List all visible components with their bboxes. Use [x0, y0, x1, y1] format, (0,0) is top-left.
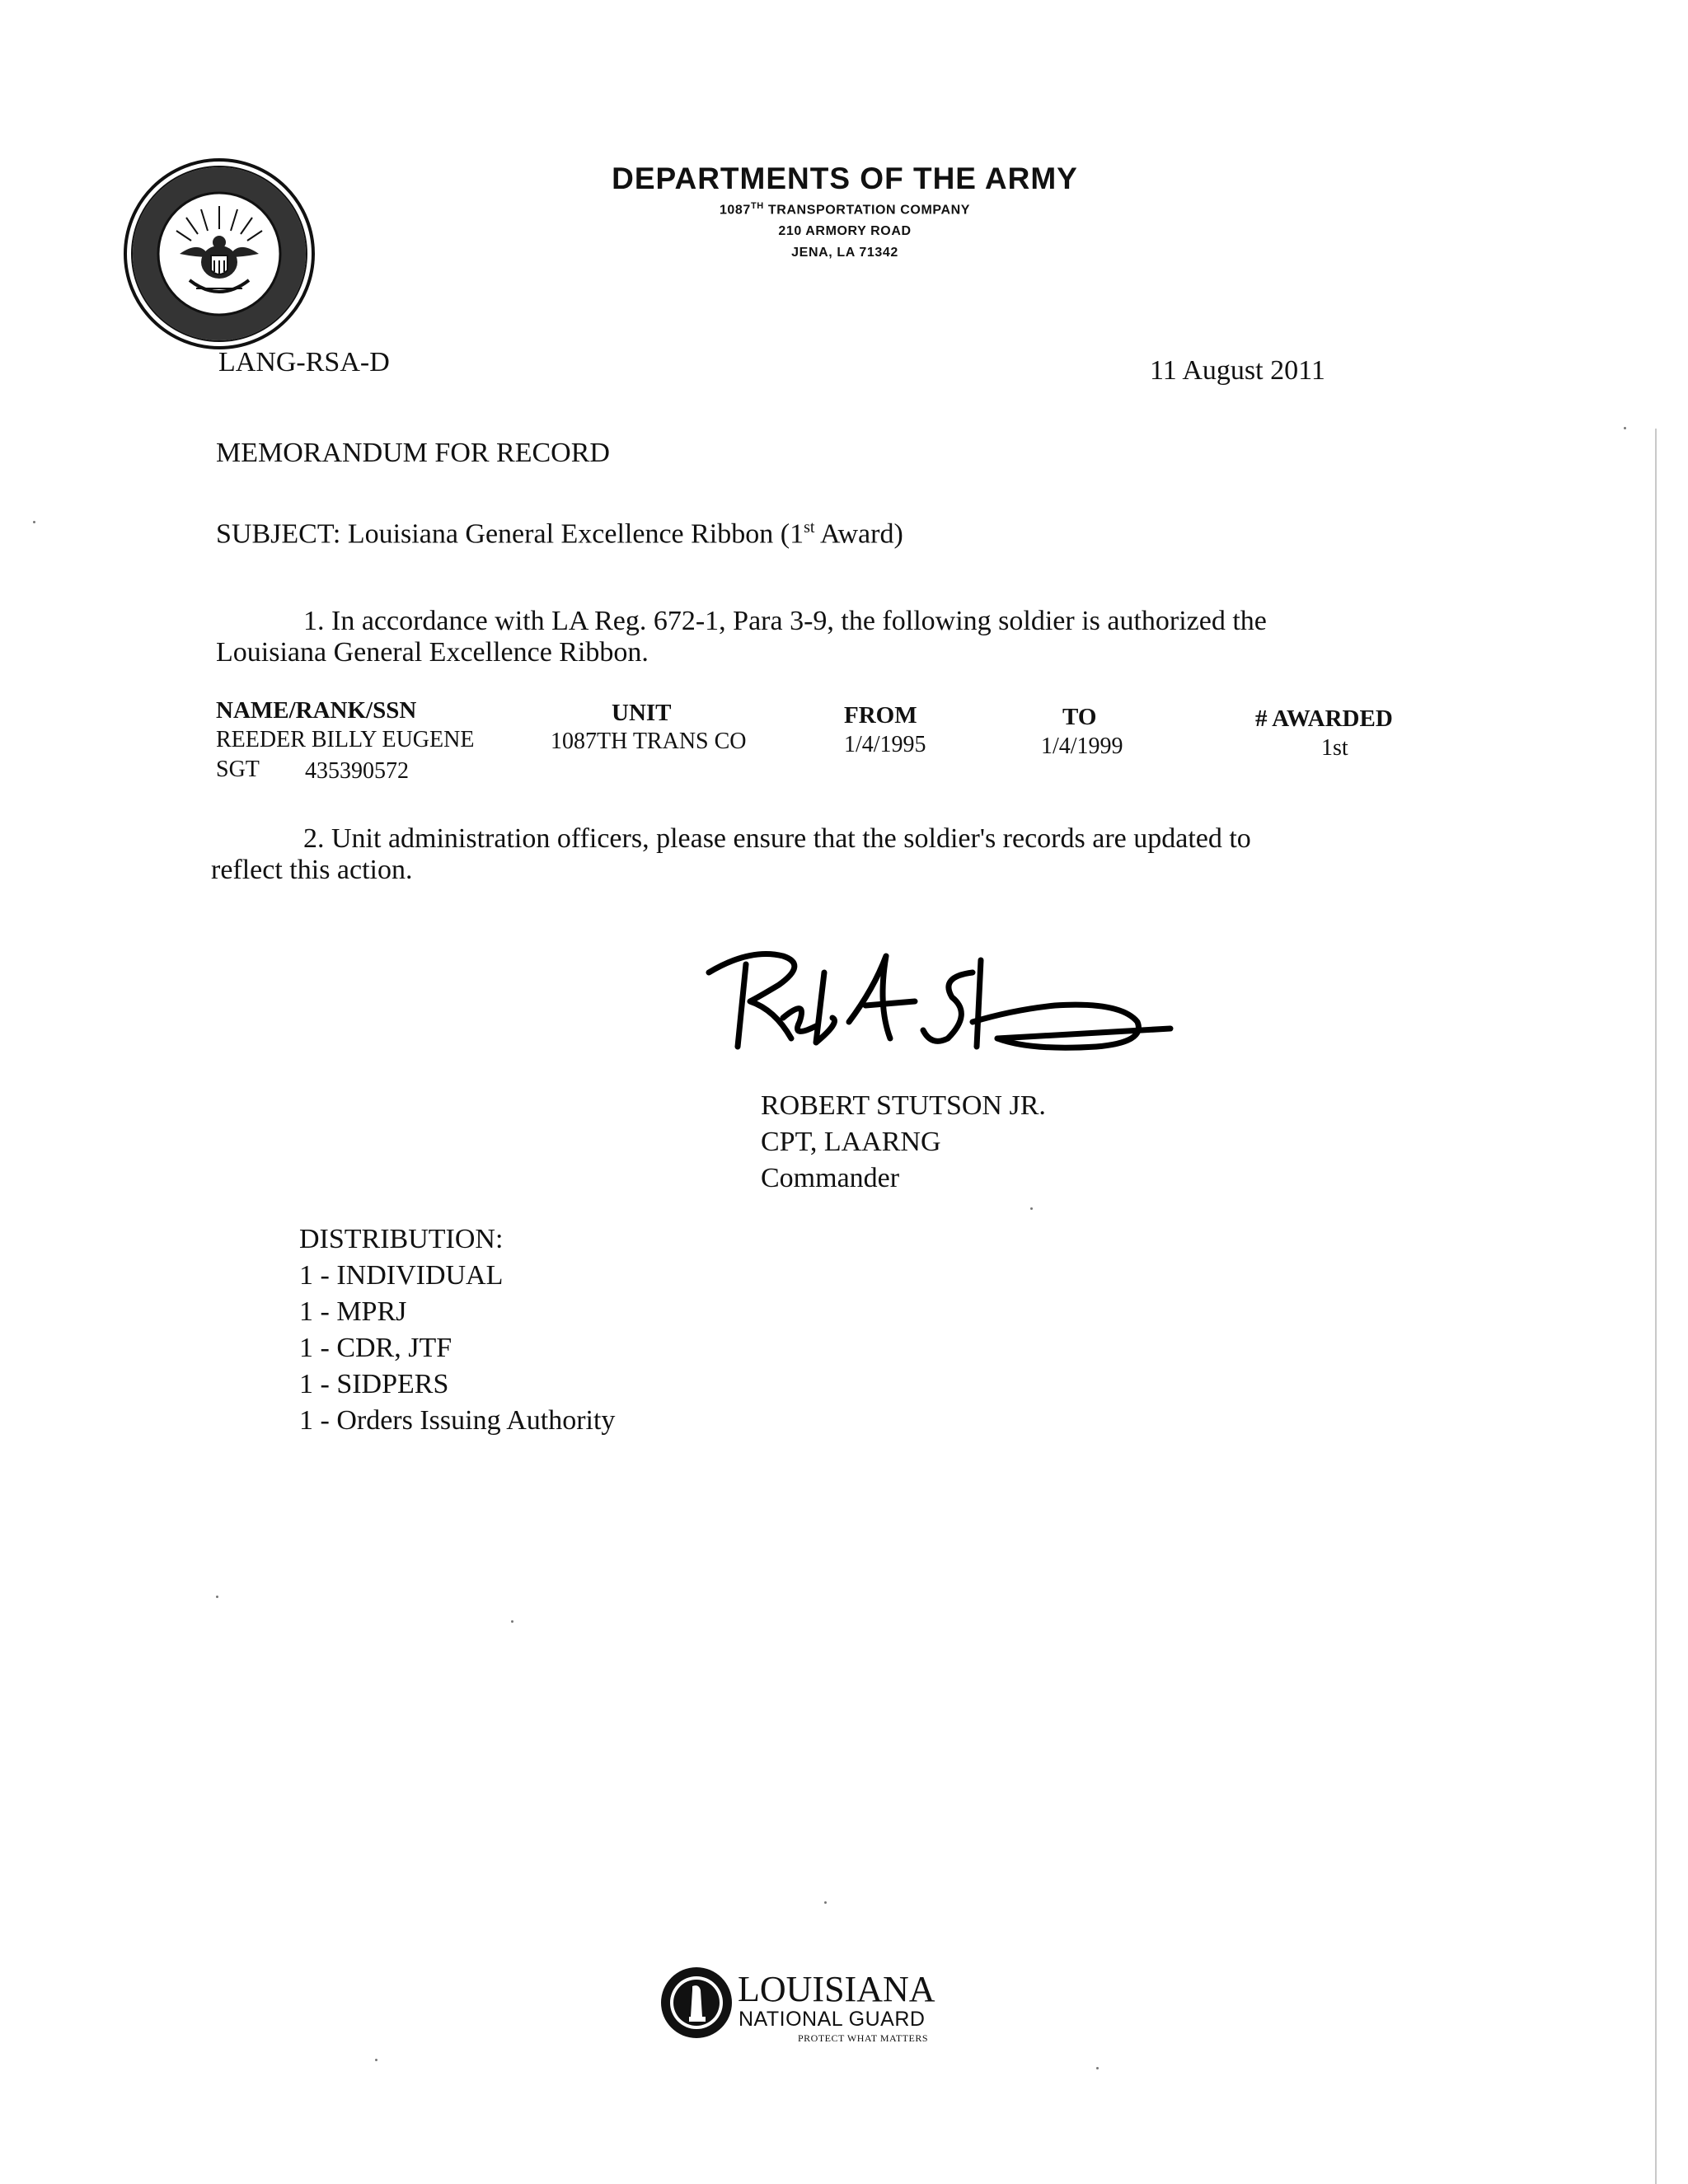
distribution-item: 1 - Orders Issuing Authority: [299, 1405, 616, 1436]
scan-speck: [511, 1620, 513, 1623]
header-awarded: # AWARDED: [1255, 705, 1393, 732]
para1-line1: 1. In accordance with LA Reg. 672-1, Para 3-9, the following soldier is authorized the: [303, 606, 1267, 636]
header-unit: UNIT: [612, 700, 672, 726]
memo-heading: MEMORANDUM FOR RECORD: [216, 438, 610, 468]
signer-name: ROBERT STUTSON JR.: [761, 1090, 1046, 1121]
letterhead-address-street: 210 ARMORY ROAD: [778, 224, 912, 238]
scan-speck: [1030, 1207, 1033, 1210]
scan-speck: [375, 2059, 377, 2061]
row-awarded: 1st: [1321, 735, 1348, 761]
header-name-rank-ssn: NAME/RANK/SSN: [216, 697, 417, 724]
distribution-label: DISTRIBUTION:: [299, 1224, 504, 1254]
letterhead-unit: 1087TH TRANSPORTATION COMPANY: [719, 201, 971, 218]
row-ssn: 435390572: [305, 758, 409, 784]
scan-speck: [33, 521, 35, 523]
logo-louisiana: LOUISIANA: [738, 1969, 935, 2009]
distribution-item: 1 - MPRJ: [299, 1296, 407, 1327]
memo-date: 11 August 2011: [1150, 355, 1325, 386]
para2-line1: 2. Unit administration officers, please ensure that the soldier's records are updated to: [303, 823, 1251, 854]
distribution-item: 1 - CDR, JTF: [299, 1333, 452, 1363]
scan-speck: [1624, 427, 1626, 429]
scan-speck: [1096, 2067, 1099, 2069]
logo-tagline: PROTECT WHAT MATTERS: [798, 2032, 929, 2044]
row-name: REEDER BILLY EUGENE: [216, 727, 475, 752]
row-rank: SGT: [216, 757, 260, 782]
logo-national-guard: NATIONAL GUARD: [738, 2008, 926, 2031]
para1-line2: Louisiana General Excellence Ribbon.: [216, 637, 649, 668]
scan-speck: [824, 1901, 827, 1904]
letterhead-address-city: JENA, LA 71342: [791, 246, 898, 260]
office-symbol: LANG-RSA-D: [218, 347, 390, 377]
memo-subject: SUBJECT: Louisiana General Excellence Ribbon (1st Award): [216, 518, 903, 550]
row-to: 1/4/1999: [1041, 733, 1123, 759]
scan-edge-line: [1655, 429, 1657, 2184]
letterhead-title: DEPARTMENTS OF THE ARMY: [612, 162, 1078, 195]
header-from: FROM: [844, 702, 917, 729]
distribution-item: 1 - SIDPERS: [299, 1369, 449, 1399]
para2-line2: reflect this action.: [211, 855, 413, 885]
signer-title: Commander: [761, 1163, 900, 1193]
row-from: 1/4/1995: [844, 732, 926, 757]
signer-rank: CPT, LAARNG: [761, 1127, 941, 1157]
dod-seal: [122, 157, 316, 351]
header-to: TO: [1062, 704, 1097, 730]
louisiana-national-guard-emblem: [659, 1966, 734, 2040]
signature-image: [701, 940, 1179, 1071]
row-unit: 1087TH TRANS CO: [551, 729, 747, 754]
distribution-item: 1 - INDIVIDUAL: [299, 1260, 504, 1291]
scan-speck: [216, 1596, 218, 1598]
